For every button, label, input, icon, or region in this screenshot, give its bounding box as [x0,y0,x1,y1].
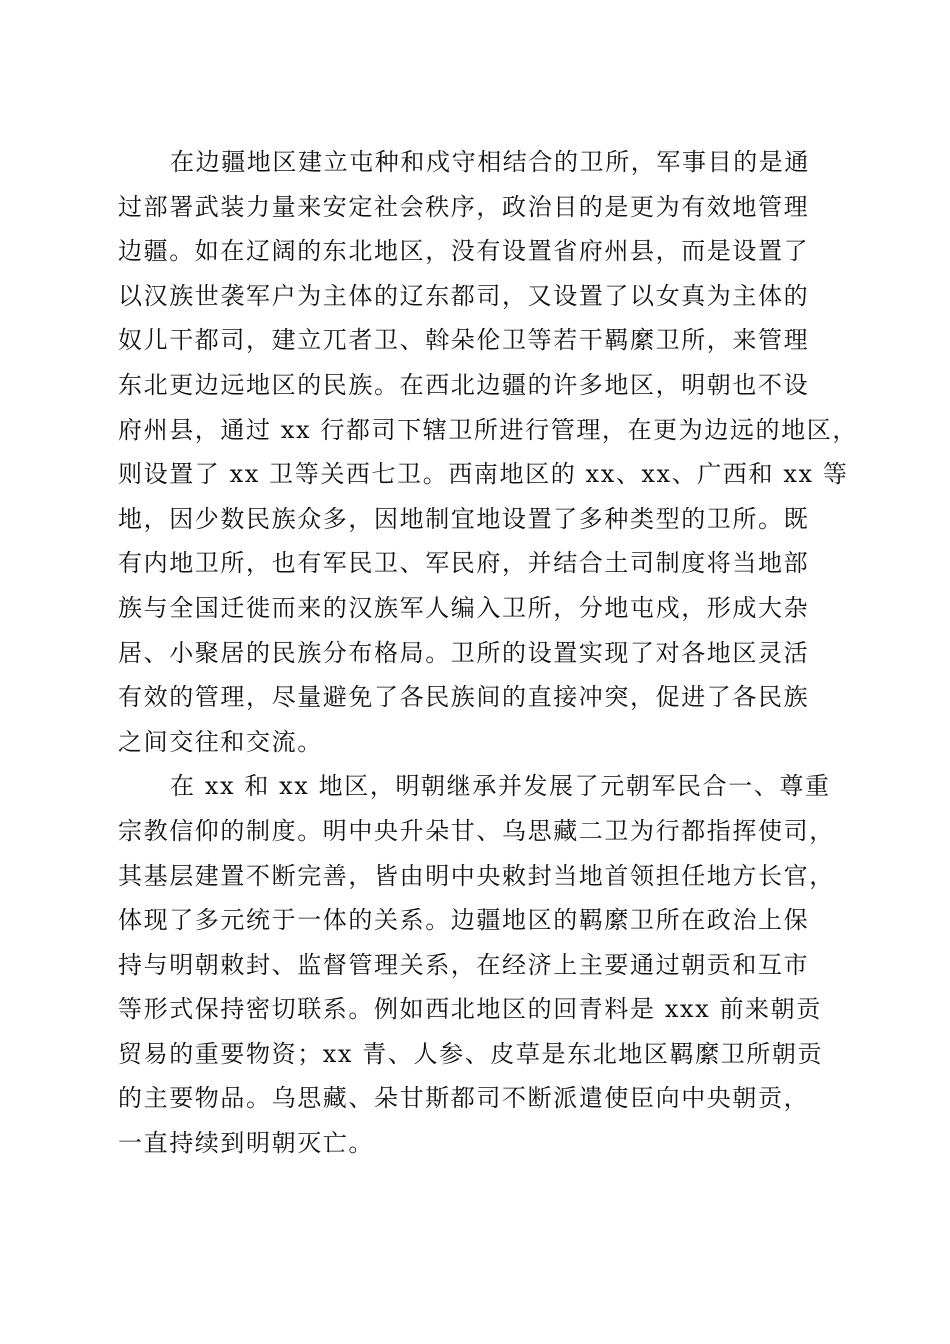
paragraph-line: 之间交往和交流。 [118,727,323,756]
paragraph-line: 在边疆地区建立屯种和戍守相结合的卫所，军事目的是通 [170,148,810,176]
paragraph-line: 地，因少数民族众多，因地制宜地设置了多种类型的卫所。既 [118,504,810,533]
paragraph-line: 其基层建置不断完善，皆由明中央敕封当地首领担任地方长官， [118,861,835,890]
paragraph-line: 居、小聚居的民族分布格局。卫所的设置实现了对各地区灵活 [118,638,810,667]
paragraph-line: 府州县，通过 xx 行都司下辖卫所进行管理，在更为边远的地区， [118,415,858,444]
paragraph-line: 以汉族世袭军户为主体的辽东都司，又设置了以女真为主体的 [118,281,810,310]
document-body [118,140,858,1166]
paragraph-line: 东北更边远地区的民族。在西北边疆的许多地区，明朝也不设 [118,370,810,399]
paragraph-line: 一直持续到明朝灭亡。 [118,1129,374,1158]
paragraph-line: 的主要物品。乌思藏、朵甘斯都司不断派遣使臣向中央朝贡， [118,1084,810,1113]
paragraph-2 [118,764,838,1165]
paragraph-line: 有效的管理，尽量避免了各民族间的直接冲突，促进了各民族 [118,683,810,712]
paragraph-line: 持与明朝敕封、监督管理关系，在经济上主要通过朝贡和互市 [118,950,810,979]
paragraph-1 [118,140,858,764]
paragraph-line: 则设置了 xx 卫等关西七卫。西南地区的 xx、xx、广西和 xx 等 [118,460,849,489]
paragraph-line: 宗教信仰的制度。明中央升朵甘、乌思藏二卫为行都指挥使司， [118,816,835,845]
paragraph-line: 奴儿干都司，建立兀者卫、斡朵伦卫等若干羁縻卫所，来管理 [118,326,810,355]
paragraph-line: 边疆。如在辽阔的东北地区，没有设置省府州县，而是设置了 [118,237,810,266]
paragraph-line: 过部署武装力量来安定社会秩序，政治目的是更为有效地管理 [118,192,810,221]
paragraph-line: 等形式保持密切联系。例如西北地区的回青料是 xxx 前来朝贡 [118,995,822,1024]
paragraph-line: 有内地卫所，也有军民卫、军民府，并结合土司制度将当地部 [118,549,810,578]
paragraph-line: 贸易的重要物资；xx 青、人参、皮草是东北地区羁縻卫所朝贡 [118,1039,824,1068]
paragraph-line: 族与全国迁徙而来的汉族军人编入卫所，分地屯戍，形成大杂 [118,593,810,622]
paragraph-line: 在 xx 和 xx 地区，明朝继承并发展了元朝军民合一、尊重 [170,772,831,801]
paragraph-line: 体现了多元统于一体的关系。边疆地区的羁縻卫所在政治上保 [118,906,810,935]
